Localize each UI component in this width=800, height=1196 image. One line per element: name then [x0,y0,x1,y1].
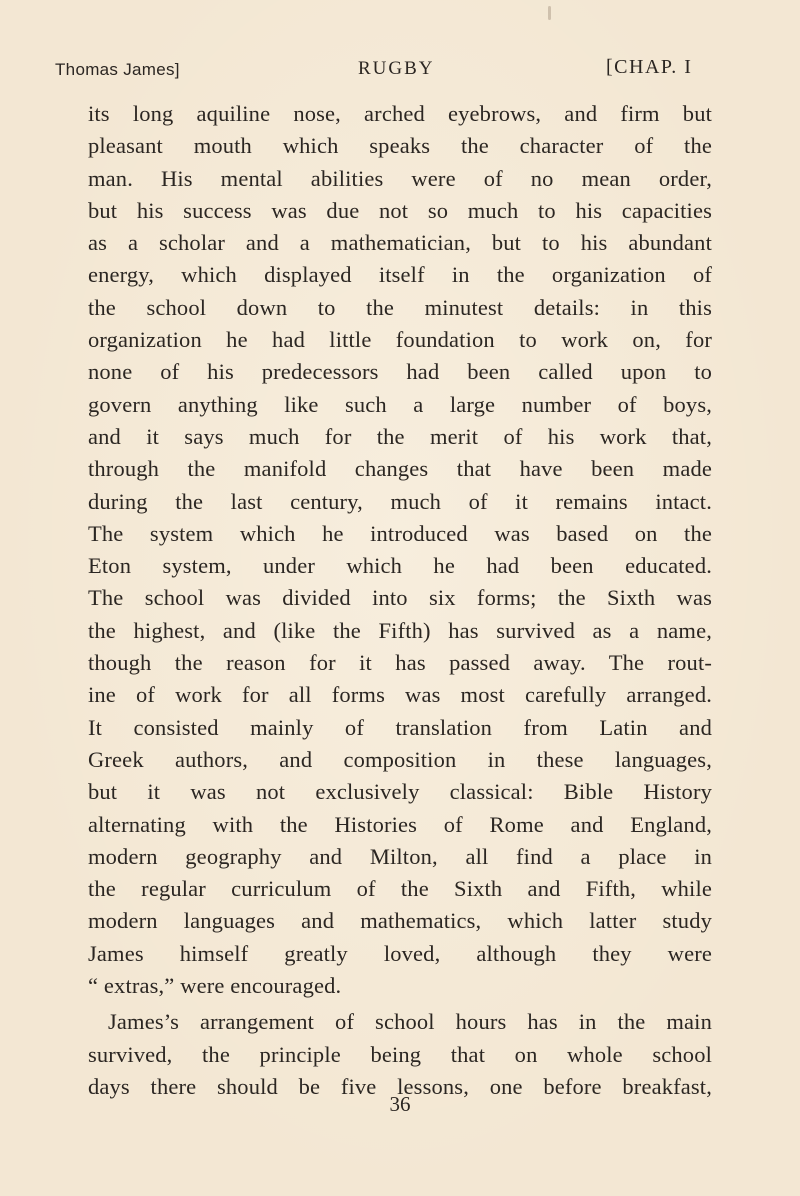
text-line: during the last century, much of it remains intact. [88,488,712,514]
text-line: its long aquiline nose, arched eyebrows, and firm but [88,101,712,126]
text-line: The system which he introduced was based on the [88,520,712,546]
header-title: RUGBY [358,58,435,79]
text-line: organization he had little foundation to work on, for [88,327,712,353]
text-line: but his success was due not so much to his capacities [88,197,712,223]
text-line: alternating with the Histories of Rome and England, [88,811,712,837]
text-line: “ extras,” were encouraged. [88,973,342,999]
text-line: the regular curriculum of the Sixth and Fifth, while [88,876,712,902]
text-line: survived, the principle being that on whole school [88,1041,712,1067]
running-header [0,56,800,84]
text-line: pleasant mouth which speaks the character of the [88,133,712,159]
text-line: though the reason for it has passed away. The rout- [88,650,712,676]
text-line: modern languages and mathematics, which latter study [88,908,712,934]
text-line: but it was not exclusively classical: Bible History [88,779,712,805]
text-line: Eton system, under which he had been educated. [88,553,712,579]
text-line: The school was divided into six forms; the Sixth was [88,585,712,611]
text-line: as a scholar and a mathematician, but to his abundant [88,230,712,256]
text-line: days there should be five lessons, one before breakfast, [88,1073,712,1099]
paper-blemish [548,6,551,20]
text-line: energy, which displayed itself in the organization of [88,262,712,288]
text-line: Greek authors, and composition in these languages, [88,746,712,772]
text-line: and it says much for the merit of his work that, [88,423,712,449]
text-line: James’s arrangement of school hours has in the main [108,1009,712,1035]
header-chapter: [CHAP. I [606,56,693,78]
text-line: It consisted mainly of translation from Latin and [88,714,712,740]
text-line: man. His mental abilities were of no mean order, [88,165,712,191]
body-text [88,98,712,1103]
text-line: through the manifold changes that have been made [88,456,712,482]
page-number: 36 [389,1092,411,1116]
header-author: Thomas James] [55,60,180,79]
text-line: James himself greatly loved, although they were [88,940,712,966]
paragraph-1 [88,98,712,1002]
paragraph-2 [88,1006,712,1103]
text-line: govern anything like such a large number of boys, [88,391,712,417]
text-line: the school down to the minutest details: in this [88,294,712,320]
text-line: ine of work for all forms was most carefully arranged. [88,682,712,708]
text-line: none of his predecessors had been called upon to [88,359,712,385]
text-line: modern geography and Milton, all find a place in [88,843,712,869]
text-line: the highest, and (like the Fifth) has survived as a name, [88,617,712,643]
